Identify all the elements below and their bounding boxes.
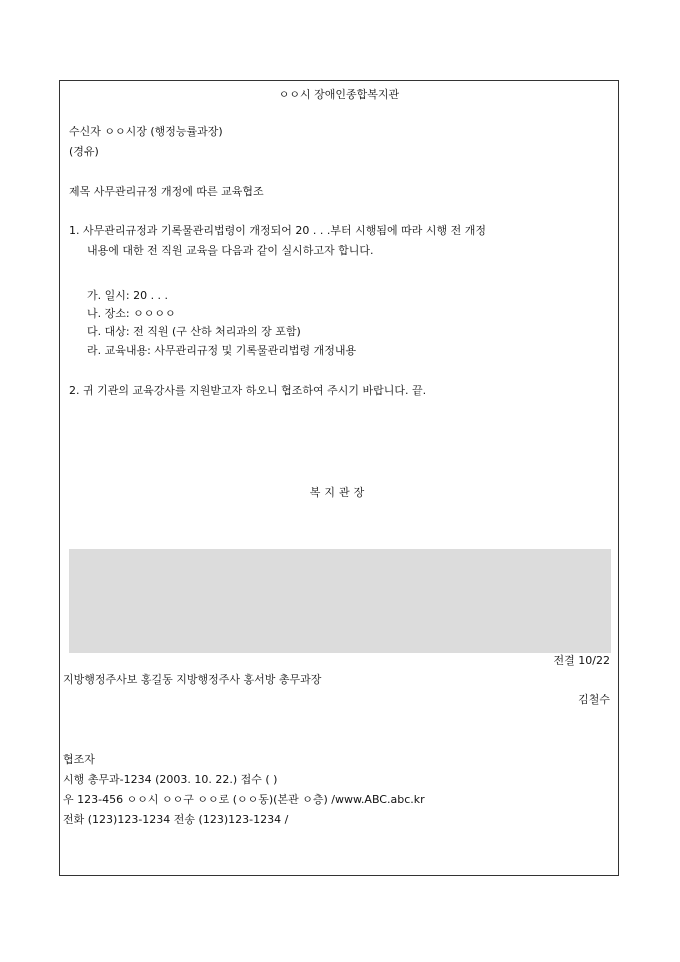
subject-line: 제목 사무관리규정 개정에 따른 교육협조: [69, 185, 264, 198]
approval-note: 전결 10/22: [553, 654, 610, 667]
sender-title: 복지관장: [309, 486, 369, 499]
document-frame: [59, 80, 619, 876]
staff-line: 지방행정주사보 홍길동 지방행정주사 홍서방 총무과장: [63, 673, 322, 686]
paragraph-2: 2. 귀 기관의 교육강사를 지원받고자 하오니 협조하여 주시기 바랍니다. 끝.: [69, 384, 427, 397]
phone-line: 전화 (123)123-1234 전송 (123)123-1234 /: [63, 813, 289, 826]
paragraph-1-line-1: 1. 사무관리규정과 기록물관리법령이 개정되어 20 . . .부터 시행됨에 따라 시행 전 개정: [69, 224, 486, 237]
paragraph-1-line-2: 내용에 대한 전 직원 교육을 다음과 같이 실시하고자 합니다.: [87, 244, 374, 257]
seal-area-placeholder: [69, 549, 611, 653]
cooperator-label: 협조자: [63, 753, 95, 766]
organization-title: ㅇㅇ시 장애인종합복지관: [278, 88, 400, 101]
item-date: 가. 일시: 20 . . .: [87, 289, 169, 302]
item-place: 나. 장소: ㅇㅇㅇㅇ: [87, 307, 176, 320]
address-line: 우 123-456 ㅇㅇ시 ㅇㅇ구 ㅇㅇ로 (ㅇㅇ동)(본관 ㅇ층) /www.ABC.abc.kr: [63, 793, 425, 806]
item-content: 라. 교육내용: 사무관리규정 및 기록물관리법령 개정내용: [87, 344, 357, 357]
signer-name: 김철수: [578, 693, 610, 706]
via-line: (경유): [69, 145, 99, 158]
recipient-line: 수신자 ㅇㅇ시장 (행정능률과장): [69, 125, 223, 138]
execution-line: 시행 총무과-1234 (2003. 10. 22.) 접수 ( ): [63, 773, 278, 786]
item-target: 다. 대상: 전 직원 (구 산하 처리과의 장 포함): [87, 325, 301, 338]
